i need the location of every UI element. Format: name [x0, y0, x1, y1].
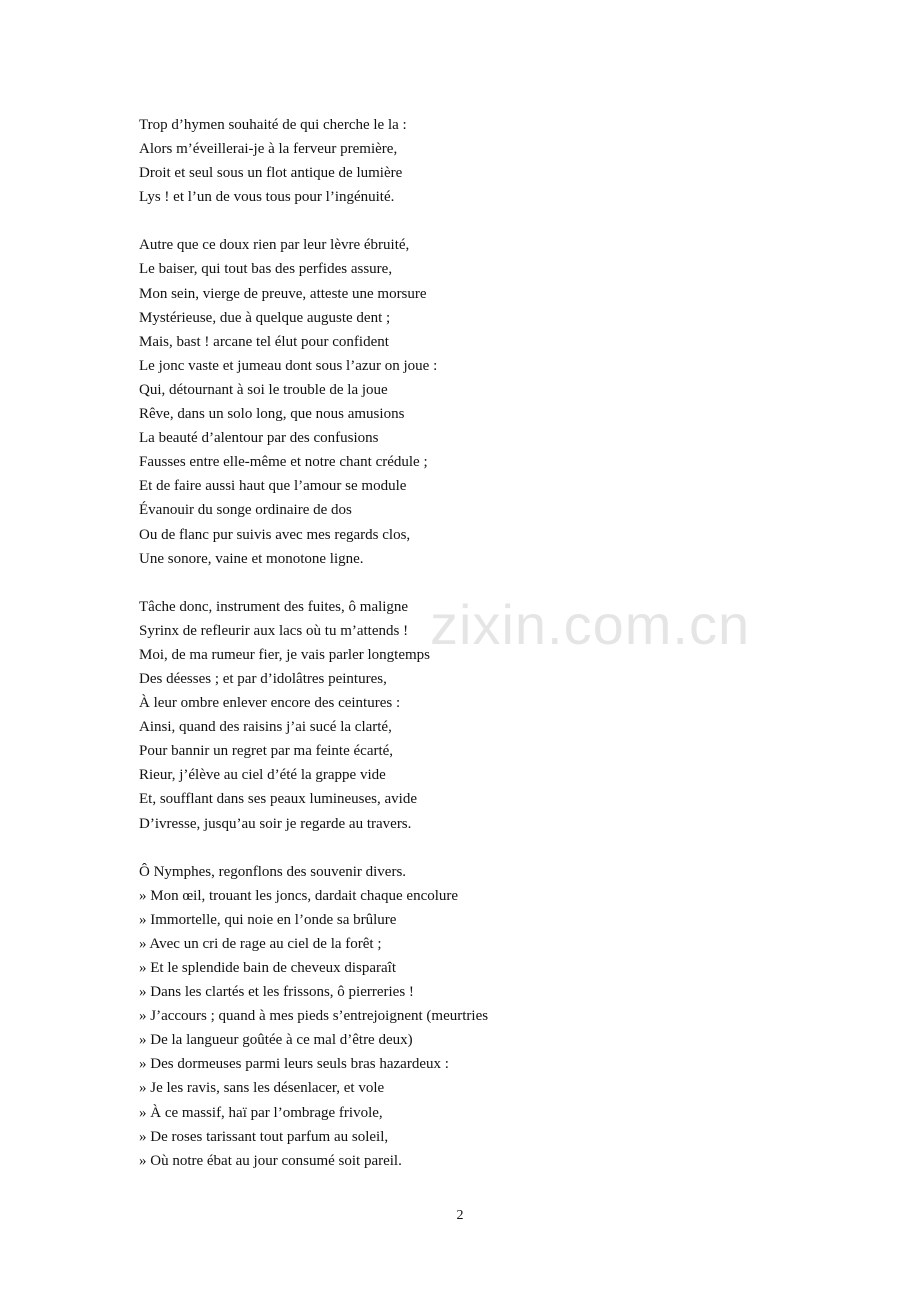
- verse-line: Le jonc vaste et jumeau dont sous l’azur on joue :: [139, 357, 438, 374]
- watermark: zixin.com.cn: [430, 593, 751, 656]
- verse-line: Rieur, j’élève au ciel d’été la grappe vide: [139, 767, 386, 784]
- stanza-2: [139, 233, 839, 570]
- verse-line: » Des dormeuses parmi leurs seuls bras hazardeux :: [139, 1056, 449, 1073]
- verse-line: Ou de flanc pur suivis avec mes regards clos,: [139, 526, 411, 543]
- verse-line: Tâche donc, instrument des fuites, ô maligne: [139, 598, 409, 615]
- verse-line: Moi, de ma rumeur fier, je vais parler longtemps: [139, 646, 430, 663]
- verse-line: Une sonore, vaine et monotone ligne.: [139, 550, 364, 567]
- verse-line: » De la langueur goûtée à ce mal d’être deux): [139, 1032, 413, 1049]
- verse-line: Mystérieuse, due à quelque auguste dent ;: [139, 309, 391, 326]
- stanza-3: [139, 595, 839, 836]
- verse-line: Ainsi, quand des raisins j’ai sucé la clarté,: [139, 719, 392, 736]
- page-number: 2: [456, 1208, 464, 1223]
- verse-line: Qui, détournant à soi le trouble de la joue: [139, 381, 388, 398]
- verse-line: » Je les ravis, sans les désenlacer, et vole: [139, 1080, 385, 1097]
- stanza-4: [139, 860, 839, 1173]
- verse-line: Alors m’éveillerai-je à la ferveur première,: [139, 141, 398, 158]
- verse-line: Syrinx de refleurir aux lacs où tu m’attends !: [139, 622, 409, 639]
- verse-line: Droit et seul sous un flot antique de lumière: [139, 165, 403, 182]
- stanza-1: [139, 113, 839, 209]
- verse-line: Lys ! et l’un de vous tous pour l’ingénuité.: [139, 189, 395, 206]
- verse-line: D’ivresse, jusqu’au soir je regarde au travers.: [139, 815, 412, 832]
- verse-line: Et, soufflant dans ses peaux lumineuses, avide: [139, 791, 417, 808]
- verse-line: Fausses entre elle-même et notre chant crédule ;: [139, 454, 428, 471]
- verse-line: Mais, bast ! arcane tel élut pour confident: [139, 333, 389, 350]
- verse-line: Mon sein, vierge de preuve, atteste une morsure: [139, 285, 427, 302]
- verse-line: Ô Nymphes, regonflons des souvenir divers.: [139, 863, 407, 880]
- poem-body: [139, 113, 839, 1197]
- verse-line: » Avec un cri de rage au ciel de la forêt ;: [139, 935, 382, 952]
- verse-line: Trop d’hymen souhaité de qui cherche le la :: [139, 117, 407, 133]
- verse-line: Et de faire aussi haut que l’amour se module: [139, 478, 407, 495]
- verse-line: » Dans les clartés et les frissons, ô pierreries !: [139, 984, 414, 1001]
- verse-line: » Immortelle, qui noie en l’onde sa brûlure: [139, 911, 397, 928]
- verse-line: » Où notre ébat au jour consumé soit pareil.: [139, 1152, 402, 1169]
- verse-line: » À ce massif, haï par l’ombrage frivole,: [139, 1104, 383, 1121]
- verse-line: » Mon œil, trouant les joncs, dardait chaque encolure: [139, 887, 459, 904]
- verse-line: » De roses tarissant tout parfum au soleil,: [139, 1128, 389, 1145]
- verse-line: Pour bannir un regret par ma feinte écarté,: [139, 743, 394, 760]
- verse-line: Évanouir du songe ordinaire de dos: [139, 502, 352, 519]
- verse-line: Des déesses ; et par d’idolâtres peintures,: [139, 670, 387, 687]
- verse-line: » J’accours ; quand à mes pieds s’entrejoignent (meurtries: [139, 1008, 489, 1025]
- verse-line: Autre que ce doux rien par leur lèvre ébruité,: [139, 237, 410, 254]
- verse-line: À leur ombre enlever encore des ceintures :: [139, 695, 401, 712]
- verse-line: » Et le splendide bain de cheveux disparaît: [139, 960, 396, 976]
- verse-line: Rêve, dans un solo long, que nous amusions: [139, 406, 405, 423]
- verse-line: La beauté d’alentour par des confusions: [139, 430, 379, 447]
- verse-line: Le baiser, qui tout bas des perfides assure,: [139, 261, 393, 278]
